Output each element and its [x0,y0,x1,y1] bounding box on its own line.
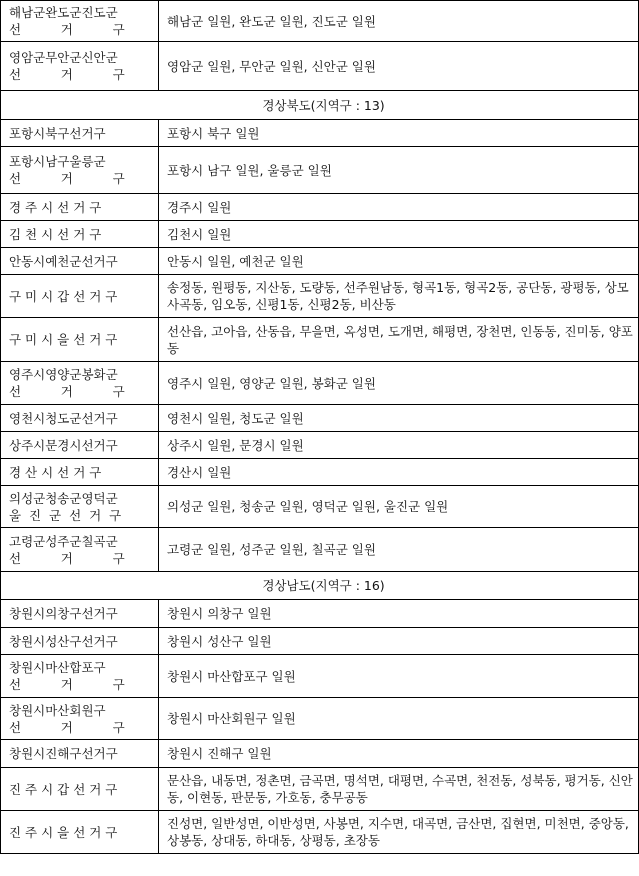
district-name-cell: 안동시예천군선거구 [1,248,159,275]
district-name-cell: 경 주 시 선 거 구 [1,194,159,221]
district-name-cell: 창원시마산회원구 선 거 구 [1,698,159,740]
table-row [1,768,639,811]
district-name-cell: 진 주 시 을 선 거 구 [1,811,159,854]
table-row [1,698,639,740]
district-name-cell: 창원시의창구선거구 [1,600,159,628]
district-area-cell: 선산읍, 고아읍, 산동읍, 무을면, 옥성면, 도개면, 해평면, 장천면, 인동동, 진미동, 양포동 [159,318,639,362]
district-area-cell: 창원시 마산회원구 일원 [159,698,639,740]
district-name-cell: 영천시청도군선거구 [1,405,159,432]
district-area-cell: 고령군 일원, 성주군 일원, 칠곡군 일원 [159,528,639,572]
district-name-cell: 구 미 시 갑 선 거 구 [1,275,159,318]
district-name-cell: 창원시마산합포구 선 거 구 [1,655,159,698]
district-name-cell: 영암군무안군신안군 선 거 구 [1,42,159,91]
district-area-cell: 경주시 일원 [159,194,639,221]
district-area-cell: 창원시 진해구 일원 [159,740,639,768]
district-name-cell: 해남군완도군진도군 선 거 구 [1,1,159,42]
table-row [1,275,639,318]
district-area-cell: 경산시 일원 [159,459,639,486]
district-name-cell: 의성군청송군영덕군 울 진 군 선 거 구 [1,486,159,528]
district-name-cell: 영주시영양군봉화군 선 거 구 [1,362,159,405]
district-name-cell: 상주시문경시선거구 [1,432,159,459]
district-name-cell: 포항시남구울릉군 선 거 구 [1,147,159,194]
district-area-cell: 포항시 남구 일원, 울릉군 일원 [159,147,639,194]
table-row [1,432,639,459]
province-title: 경상북도(지역구 : 13) [1,91,639,120]
district-name-cell: 포항시북구선거구 [1,120,159,147]
district-name-cell: 창원시진해구선거구 [1,740,159,768]
district-name-cell: 김 천 시 선 거 구 [1,221,159,248]
district-area-cell: 안동시 일원, 예천군 일원 [159,248,639,275]
province-title: 경상남도(지역구 : 16) [1,572,639,600]
table-row [1,655,639,698]
table-row [1,600,639,628]
district-area-cell: 창원시 마산합포구 일원 [159,655,639,698]
table-row [1,194,639,221]
district-area-cell: 영주시 일원, 영양군 일원, 봉화군 일원 [159,362,639,405]
table-row [1,120,639,147]
table-body [1,1,639,854]
table-row [1,318,639,362]
table-row [1,459,639,486]
district-area-cell: 창원시 의창구 일원 [159,600,639,628]
district-name-cell: 고령군성주군칠곡군 선 거 구 [1,528,159,572]
table-row [1,42,639,91]
district-area-cell: 송정동, 원평동, 지산동, 도량동, 선주원남동, 형곡1동, 형곡2동, 공단동, 광평동, 상모사곡동, 임오동, 신평1동, 신평2동, 비산동 [159,275,639,318]
district-area-cell: 김천시 일원 [159,221,639,248]
table-row [1,740,639,768]
district-name-cell: 창원시성산구선거구 [1,628,159,655]
district-area-cell: 영암군 일원, 무안군 일원, 신안군 일원 [159,42,639,91]
table-row [1,811,639,854]
province-header-row [1,572,639,600]
table-row [1,248,639,275]
province-header-row [1,91,639,120]
district-area-cell: 진성면, 일반성면, 이반성면, 사봉면, 지수면, 대곡면, 금산면, 집현면, 미천면, 중앙동, 상봉동, 상대동, 하대동, 상평동, 초장동 [159,811,639,854]
table-row [1,1,639,42]
district-area-cell: 의성군 일원, 청송군 일원, 영덕군 일원, 울진군 일원 [159,486,639,528]
district-name-cell: 구 미 시 을 선 거 구 [1,318,159,362]
district-area-cell: 문산읍, 내동면, 정촌면, 금곡면, 명석면, 대평면, 수곡면, 천전동, 성북동, 평거동, 신안동, 이현동, 판문동, 가호동, 충무공동 [159,768,639,811]
table-row [1,221,639,248]
district-area-cell: 영천시 일원, 청도군 일원 [159,405,639,432]
district-name-cell: 경 산 시 선 거 구 [1,459,159,486]
district-area-cell: 상주시 일원, 문경시 일원 [159,432,639,459]
district-area-cell: 포항시 북구 일원 [159,120,639,147]
table-row [1,486,639,528]
district-area-cell: 창원시 성산구 일원 [159,628,639,655]
district-name-cell: 진 주 시 갑 선 거 구 [1,768,159,811]
table-row [1,362,639,405]
table-row [1,405,639,432]
table-row [1,147,639,194]
district-area-cell: 해남군 일원, 완도군 일원, 진도군 일원 [159,1,639,42]
table-row [1,528,639,572]
table-row [1,628,639,655]
